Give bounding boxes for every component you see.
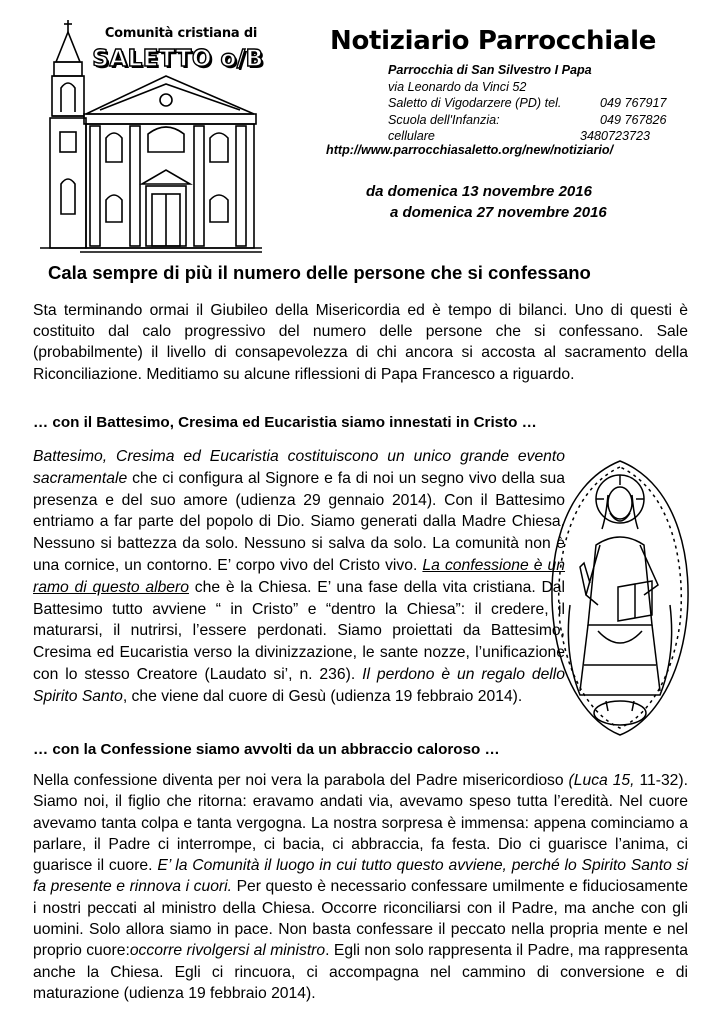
date-to: a domenica 27 novembre 2016 bbox=[390, 204, 607, 221]
minister-quote: occorre rivolgersi al ministro bbox=[129, 942, 326, 960]
website-link[interactable]: http://www.parrocchiasaletto.org/new/notiziario/ bbox=[326, 143, 614, 157]
parish-phone-row bbox=[388, 95, 688, 112]
date-from: da domenica 13 novembre 2016 bbox=[366, 183, 592, 200]
intro-paragraph: Sta terminando ormai il Giubileo della Misericordia ed è tempo di bilanci. Uno di questi è costituito dal calo progressivo del numero delle persone che si confessano. Sale (probabilmente) il livello di consapevolezza di chi ancora si accosta al sacramento della Riconciliazione. Meditiamo su alcune riflessioni di Papa Francesco a riguardo. bbox=[33, 302, 688, 383]
parish-address: via Leonardo da Vinci 52 bbox=[388, 79, 527, 94]
luke-reference: (Luca 15, bbox=[568, 772, 635, 789]
confession-text-2: 11-32). Siamo noi, il figlio che ritorna: eravamo andati via, avevamo speso tutta l’eredità. Nel cuore avevamo tanta colpa e tanta vergogna. La nostra sorpresa è immensa: appena cominciamo a parlare, il Padre ci interrompe, ci bacia, ci abbraccia, fa festa. Dio ci guarisce l’anima, ci guarisce il cuore. bbox=[33, 772, 688, 875]
school-phone-row bbox=[388, 112, 688, 129]
parish-phone: 049 767917 bbox=[600, 96, 667, 110]
forgiveness-quote: Il perdono è un regalo dello Spirito Santo bbox=[33, 665, 566, 705]
community-quote: E’ la Comunità il luogo in cui tutto questo avviene, perché lo Spirito Santo si fa presente e rinnova i cuori. bbox=[33, 857, 688, 896]
baptism-text-2: che è la Chiesa. E’ una fase della vita cristiana. Dal Battesimo tutto avviene “ in Cristo” e “dentro la Chiesa”: il credere, il maturarsi, il nutrirsi, l’essere perdonati. Siamo proiettati da Battesimo, Cresima ed Eucaristia verso la divinizzazione, le sante nozze, l’unificazione con lo stesso Creatore (Laudato si’, n. 236). bbox=[33, 578, 565, 683]
newsletter-title: Notiziario Parrocchiale bbox=[330, 26, 657, 56]
mobile-label: cellulare bbox=[388, 129, 435, 143]
school-phone: 049 767826 bbox=[600, 112, 667, 127]
baptism-text: che ci configura al Signore e fa di noi un segno vivo della sua presenza e del suo amore (udienza 29 gennaio 2014). Con il Battesimo entriamo a far parte del popolo di Dio. Siamo generati dalla Madre Chiesa. Nessuno si battezza da solo. Nessuno si salva da solo. La comunità non è una cornice, un contorno. E’ corpo vivo del Cristo vivo. bbox=[33, 469, 565, 574]
section-heading-baptism: … con il Battesimo, Cresima ed Eucaristia siamo innestati in Cristo … bbox=[33, 414, 537, 431]
section-heading-confession: … con la Confessione siamo avvolti da un abbraccio caloroso … bbox=[33, 741, 500, 758]
parish-info bbox=[388, 62, 688, 145]
parish-name: Parrocchia di San Silvestro I Papa bbox=[388, 63, 592, 77]
parish-logo bbox=[30, 14, 266, 254]
logo-title: Comunità cristiana di bbox=[104, 26, 258, 41]
logo-name: SALETTO o/B bbox=[92, 46, 264, 72]
confession-branch-quote: La confessione è un ramo di questo albero bbox=[33, 556, 566, 596]
article-headline: Cala sempre di più il numero delle persone che si confessano bbox=[48, 262, 591, 283]
mobile-phone: 3480723723 bbox=[580, 129, 651, 143]
baptism-paragraph bbox=[33, 446, 565, 708]
confession-text: Nella confessione diventa per noi vera la parabola del Padre misericordioso bbox=[33, 772, 569, 789]
baptism-text-3: , che viene dal cuore di Gesù (udienza 19 febbraio 2014). bbox=[122, 687, 523, 705]
confession-text-3: Per questo è necessario confessare umilmente e fiduciosamente i nostri peccati al ministro della Chiesa. Occorre riconciliarsi con il Padre, ma anche con gli uomini. Solo allora siamo in pace. Non basta confessare il peccato nella propria mente e nel proprio cuore: bbox=[33, 878, 688, 960]
confession-text-4: . Egli non solo rappresenta il Padre, ma rappresenta anche la Chiesa. Egli ci rincuora, ci accompagna nel cammino di conversione e di maturazione (udienza 19 febbraio 2014). bbox=[33, 942, 688, 1002]
date-range bbox=[366, 181, 607, 223]
christ-pantocrator-illustration bbox=[540, 455, 700, 740]
baptism-italic: Battesimo, Cresima ed Eucaristia costituiscono un unico grande evento sacramentale bbox=[33, 448, 565, 487]
confession-paragraph bbox=[33, 770, 688, 1004]
parish-town: Saletto di Vigodarzere (PD) tel. bbox=[388, 96, 562, 110]
school-label: Scuola dell'Infanzia: bbox=[388, 112, 500, 127]
